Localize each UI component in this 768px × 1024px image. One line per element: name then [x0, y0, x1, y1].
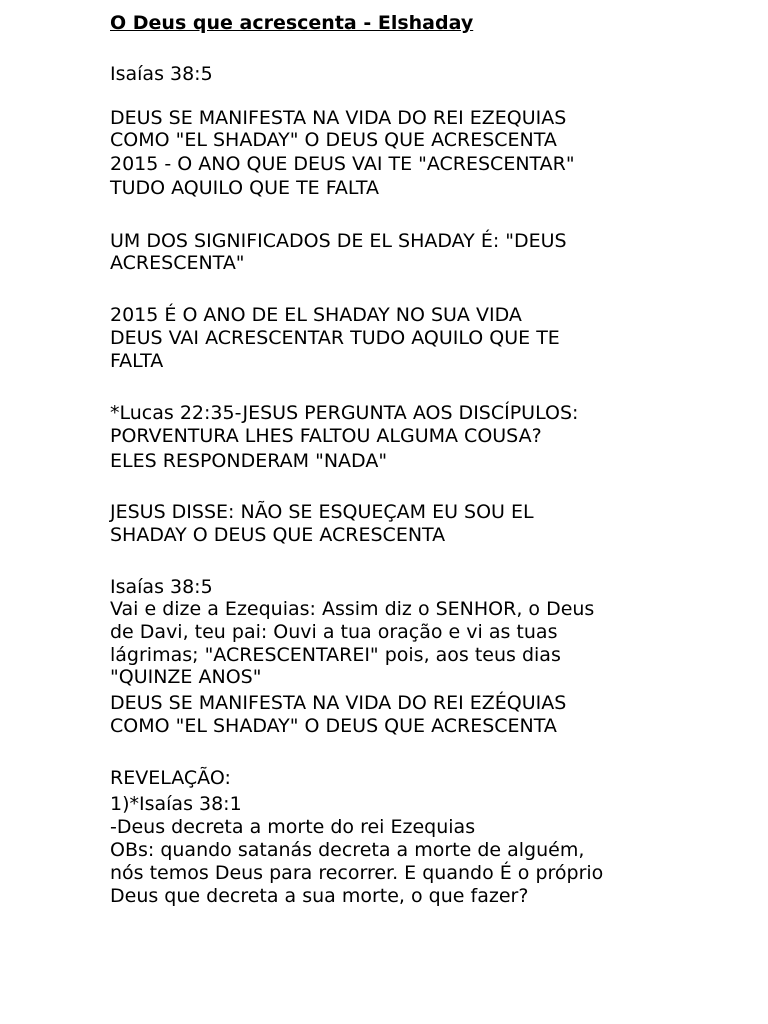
text-line: JESUS DISSE: NÃO SE ESQUEÇAM EU SOU EL: [110, 501, 534, 523]
text-line: *Lucas 22:35-JESUS PERGUNTA AOS DISCÍPULOS:: [110, 402, 579, 424]
text-line: ELES RESPONDERAM "NADA": [110, 450, 388, 472]
text-line: UM DOS SIGNIFICADOS DE EL SHADAY É: "DEUS: [110, 230, 567, 252]
text-line: COMO "EL SHADAY" O DEUS QUE ACRESCENTA: [110, 129, 557, 151]
text-line: Deus que decreta a sua morte, o que fazer?: [110, 885, 529, 907]
text-line: 2015 - O ANO QUE DEUS VAI TE "ACRESCENTAR": [110, 153, 575, 175]
text-line: 1)*Isaías 38:1: [110, 793, 242, 815]
text-line: TUDO AQUILO QUE TE FALTA: [110, 177, 380, 199]
text-line: PORVENTURA LHES FALTOU ALGUMA COUSA?: [110, 425, 542, 447]
text-line: de Davi, teu pai: Ouvi a tua oração e vi as tuas: [110, 621, 558, 643]
text-line: DEUS SE MANIFESTA NA VIDA DO REI EZEQUIAS: [110, 107, 567, 129]
text-line: COMO "EL SHADAY" O DEUS QUE ACRESCENTA: [110, 715, 557, 737]
text-line: Vai e dize a Ezequias: Assim diz o SENHOR, o Deus: [110, 598, 595, 620]
text-line: -Deus decreta a morte do rei Ezequias: [110, 816, 476, 838]
text-line: lágrimas; "ACRESCENTAREI" pois, aos teus dias: [110, 644, 561, 666]
text-line: REVELAÇÃO:: [110, 767, 231, 789]
text-line: OBs: quando satanás decreta a morte de alguém,: [110, 839, 585, 861]
text-line: DEUS SE MANIFESTA NA VIDA DO REI EZÉQUIAS: [110, 692, 567, 714]
text-line: DEUS VAI ACRESCENTAR TUDO AQUILO QUE TE: [110, 327, 560, 349]
text-line: ACRESCENTA": [110, 252, 245, 274]
text-line: 2015 É O ANO DE EL SHADAY NO SUA VIDA: [110, 304, 522, 326]
text-line: nós temos Deus para recorrer. E quando É o próprio: [110, 862, 604, 884]
text-line: Isaías 38:5: [110, 63, 213, 85]
text-line: FALTA: [110, 350, 164, 372]
text-line: SHADAY O DEUS QUE ACRESCENTA: [110, 524, 446, 546]
document-title: O Deus que acrescenta - Elshaday: [110, 12, 474, 34]
text-line: Isaías 38:5: [110, 576, 213, 598]
text-line: "QUINZE ANOS": [110, 666, 262, 688]
